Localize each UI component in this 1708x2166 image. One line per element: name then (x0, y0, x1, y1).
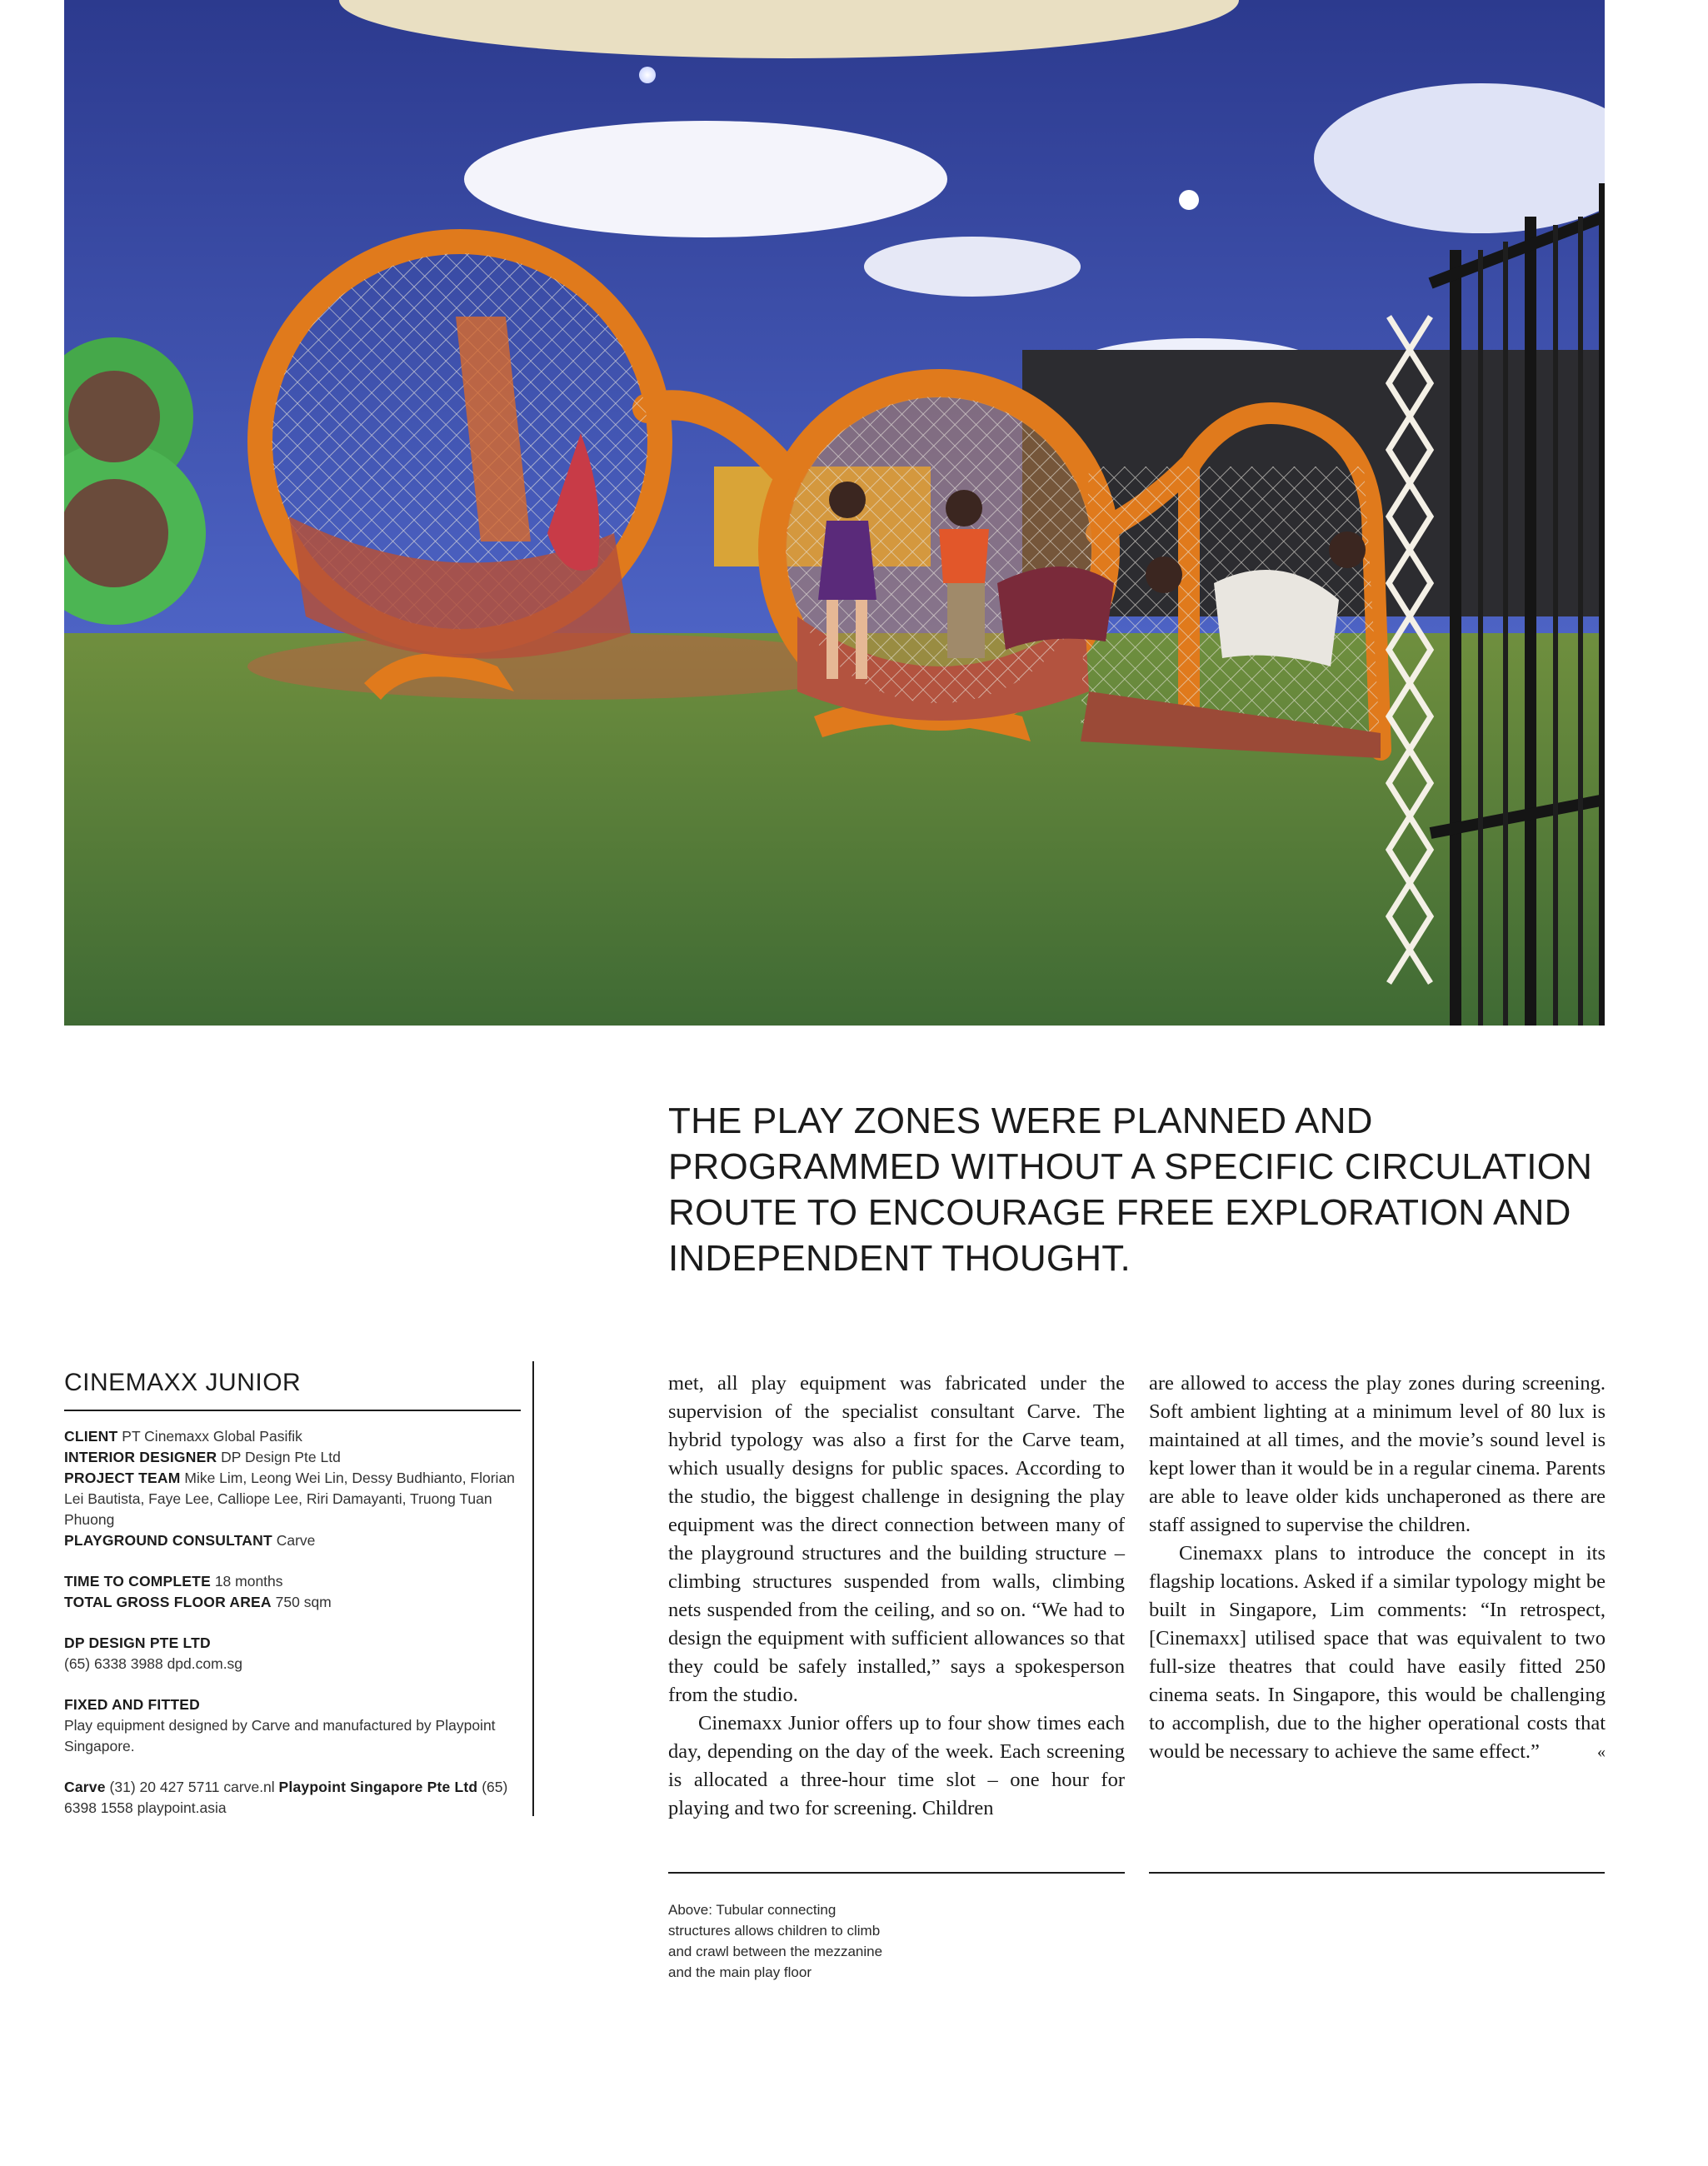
credit-value: DP Design Pte Ltd (221, 1449, 341, 1465)
credit-label: DP DESIGN PTE LTD (64, 1634, 211, 1651)
credit-value: (65) 6398 1558 playpoint.asia (64, 1779, 508, 1816)
credit-label: TOTAL GROSS FLOOR AREA (64, 1594, 272, 1610)
column-rule-2 (1149, 1872, 1605, 1874)
column-rule-1 (668, 1872, 1125, 1874)
credit-project-team (64, 1468, 521, 1530)
credit-client (64, 1426, 521, 1447)
credit-label: INTERIOR DESIGNER (64, 1449, 217, 1465)
body-column-2 (1149, 1370, 1606, 1766)
photo-caption: Above: Tubular connecting structures allows children to climb and crawl between the mezzanine and the main play floor (668, 1902, 883, 1980)
end-mark-icon: « (1597, 1743, 1606, 1761)
body-paragraph-text: Cinemaxx plans to introduce the concept in its flagship locations. Asked if a similar typology might be built in Singapore, Lim comments: “In retrospect, [Cinemaxx] utilised space that was equivalent to two full-size theatres that could have easily fitted 250 cinema seats. In Singapore, this would be challenging to accomplish, due to the higher operational costs that would be necessary to achieve the same effect.” (1149, 1542, 1606, 1763)
pull-quote: THE PLAY ZONES WERE PLANNED AND PROGRAMMED WITHOUT A SPECIFIC CIRCULATION ROUTE TO ENCOURAGE FREE EXPLORATION AND INDEPENDENT THOUGHT. (668, 1100, 1593, 1279)
credit-playground-consultant (64, 1530, 521, 1551)
playground-photo-icon (64, 0, 1605, 1026)
credit-label: Playpoint Singapore Pte Ltd (278, 1779, 478, 1795)
playground-photo (64, 0, 1605, 1026)
credit-value: Carve (276, 1532, 316, 1549)
project-title: CINEMAXX JUNIOR (64, 1366, 521, 1411)
credit-value: Play equipment designed by Carve and manufactured by Playpoint Singapore. (64, 1717, 496, 1754)
credit-label: CLIENT (64, 1428, 118, 1445)
credit-label: Carve (64, 1779, 106, 1795)
credit-floor-area (64, 1592, 521, 1613)
credit-label: PROJECT TEAM (64, 1470, 181, 1486)
credit-label: PLAYGROUND CONSULTANT (64, 1532, 272, 1549)
body-column-1 (668, 1370, 1125, 1823)
sidebar-divider (532, 1361, 534, 1816)
credit-dp-design (64, 1633, 521, 1654)
credit-value: 18 months (214, 1573, 283, 1590)
credit-time-to-complete (64, 1571, 521, 1592)
credit-value: (31) 20 427 5711 carve.nl (109, 1779, 275, 1795)
body-paragraph (1149, 1540, 1606, 1766)
credit-value: 750 sqm (275, 1594, 332, 1610)
credit-value: PT Cinemaxx Global Pasifik (122, 1428, 302, 1445)
credit-suppliers (64, 1777, 521, 1819)
credit-fixed-and-fitted (64, 1694, 521, 1715)
credit-value: Mike Lim, Leong Wei Lin, Dessy Budhianto, Florian Lei Bautista, Faye Lee, Calliope Lee, Riri Damayanti, Truong Tuan Phuong (64, 1470, 515, 1528)
body-paragraph: are allowed to access the play zones during screening. Soft ambient lighting at a minimum level of 80 lux is maintained at all times, and the movie’s sound level is kept lower than it would be in a regular cinema. Parents are able to leave older kids unchaperoned as there are staff assigned to supervise the children. (1149, 1372, 1606, 1536)
credit-label: FIXED AND FITTED (64, 1696, 200, 1713)
body-paragraph: met, all play equipment was fabricated under the supervision of the specialist consultant Carve. The hybrid typology was also a first for the Carve team, which usually designs for public spaces. According to the studio, the biggest challenge in designing the play equipment was the direct connection between many of the playground structures and the building structure – climbing structures suspended from walls, climbing nets suspended from the ceiling, and so on. “We had to design the equipment with sufficient allowances so that they could be safely installed,” says a spokesperson from the studio. (668, 1372, 1125, 1706)
credits-sidebar (64, 1366, 521, 1819)
credit-fixed-description (64, 1715, 521, 1757)
credit-label: TIME TO COMPLETE (64, 1573, 211, 1590)
credit-value: (65) 6338 3988 dpd.com.sg (64, 1655, 243, 1672)
credit-interior-designer (64, 1447, 521, 1468)
body-paragraph: Cinemaxx Junior offers up to four show times each day, depending on the day of the week. Each screening is allocated a three-hour time slot – one hour for playing and two for screening. Children (668, 1712, 1125, 1819)
credit-dp-contact (64, 1654, 521, 1674)
